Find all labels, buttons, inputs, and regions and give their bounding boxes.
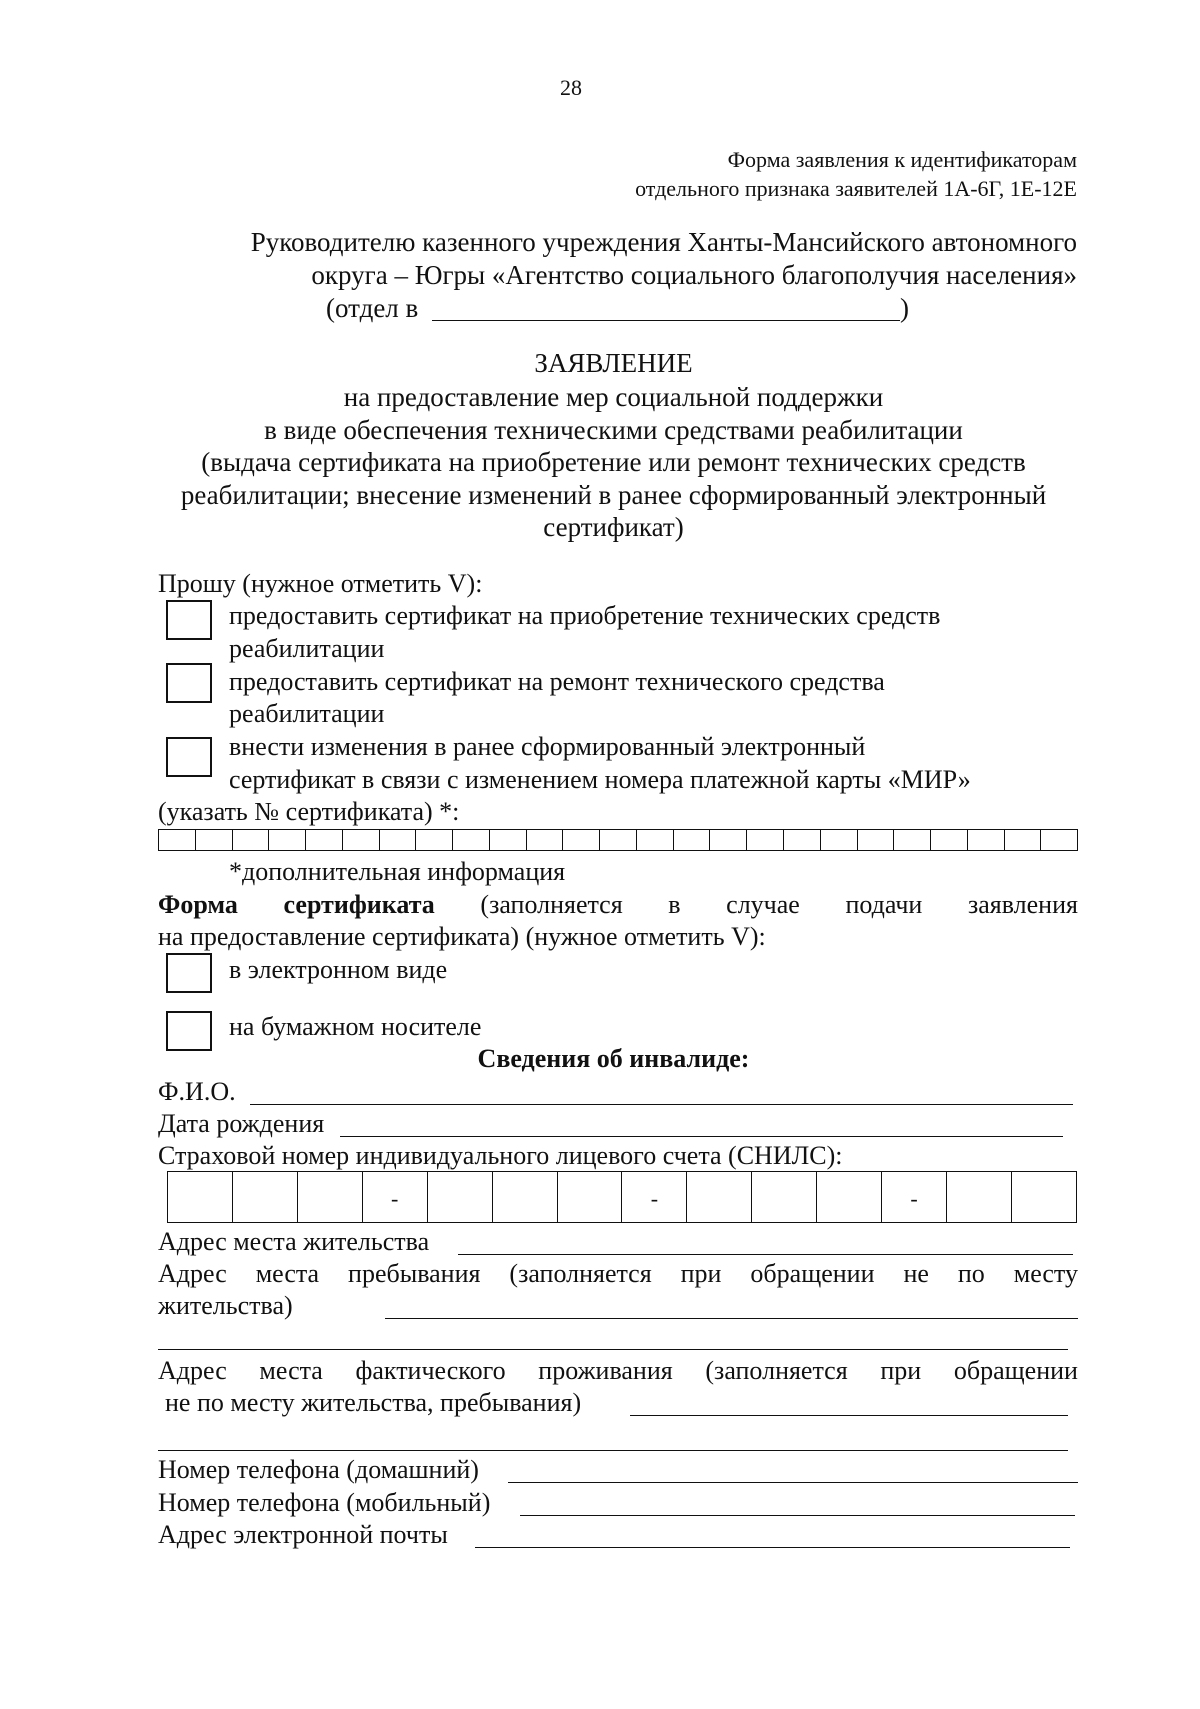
cert-form-word: подачи xyxy=(845,890,923,919)
cert-form-word: сертификата xyxy=(283,890,435,919)
cert-form-word: (заполняется xyxy=(480,890,623,919)
disabled-info-heading: Сведения об инвалиде: xyxy=(477,1044,750,1073)
stay-address-word: обращении xyxy=(750,1259,875,1288)
actual-address-field-extra[interactable] xyxy=(158,1450,1068,1451)
stay-address-word: по xyxy=(957,1259,985,1288)
stay-address-line1 xyxy=(158,1258,1078,1290)
option-repair-line2: реабилитации xyxy=(229,699,385,728)
option-change-card-line1: внести изменения в ранее сформированный электронный xyxy=(229,732,866,761)
phone-home-field[interactable] xyxy=(508,1482,1078,1483)
cert-form-word: случае xyxy=(726,890,800,919)
actual-address-line1 xyxy=(158,1355,1078,1387)
residence-address-label: Адрес места жительства xyxy=(158,1227,430,1256)
fio-label: Ф.И.О. xyxy=(158,1077,236,1106)
stay-address-field-extra[interactable] xyxy=(158,1349,1068,1350)
phone-mobile-field[interactable] xyxy=(520,1515,1075,1516)
option-repair-checkbox[interactable] xyxy=(166,663,212,703)
actual-address-line2: не по месту жительства, пребывания) xyxy=(165,1388,582,1417)
cert-form-line2: на предоставление сертификата) (нужное отметить V): xyxy=(158,922,766,951)
fio-field[interactable] xyxy=(250,1104,1073,1105)
actual-address-word: (заполняется xyxy=(705,1356,848,1385)
stay-address-word: месту xyxy=(1013,1259,1078,1288)
certificate-number-label: (указать № сертификата) *: xyxy=(158,797,460,826)
form-note-line2: отдельного признака заявителей 1А-6Г, 1Е-12Е xyxy=(635,176,1077,201)
stay-address-word: Адрес xyxy=(158,1259,227,1288)
email-label: Адрес электронной почты xyxy=(158,1520,448,1549)
electronic-form-label: в электронном виде xyxy=(229,955,448,984)
actual-address-field[interactable] xyxy=(630,1415,1068,1416)
title-line1: на предоставление мер социальной поддержки xyxy=(343,382,884,412)
actual-address-word: Адрес xyxy=(158,1356,227,1385)
stay-address-word: пребывания xyxy=(348,1259,481,1288)
department-prefix: (отдел в xyxy=(326,293,419,323)
cert-form-word: в xyxy=(668,890,681,919)
residence-address-field[interactable] xyxy=(458,1254,1073,1255)
actual-address-word: проживания xyxy=(538,1356,673,1385)
option-purchase-line1: предоставить сертификат на приобретение технических средств xyxy=(229,601,941,630)
option-change-card-line2: сертификат в связи с изменением номера платежной карты «МИР» xyxy=(229,765,971,794)
snils-separator: - xyxy=(391,1186,399,1211)
cert-form-word: Форма xyxy=(158,890,238,919)
form-note-line1: Форма заявления к идентификаторам xyxy=(727,147,1077,172)
stay-address-word: не xyxy=(903,1259,929,1288)
title-line3: (выдача сертификата на приобретение или ремонт технических средств xyxy=(201,447,1026,477)
actual-address-word: фактического xyxy=(355,1356,506,1385)
actual-address-word: места xyxy=(259,1356,323,1385)
snils-field[interactable] xyxy=(167,1171,1077,1223)
phone-mobile-label: Номер телефона (мобильный) xyxy=(158,1488,491,1517)
request-intro: Прошу (нужное отметить V): xyxy=(158,569,483,598)
birth-date-field[interactable] xyxy=(340,1136,1063,1137)
snils-separator: - xyxy=(910,1186,918,1211)
birth-date-label: Дата рождения xyxy=(158,1109,325,1138)
department-field[interactable] xyxy=(432,320,900,321)
actual-address-word: обращении xyxy=(953,1356,1078,1385)
snils-separator: - xyxy=(650,1186,659,1211)
department-suffix: ) xyxy=(900,293,909,323)
addressee-line1: Руководителю казенного учреждения Ханты-Мансийского автономного xyxy=(250,227,1077,257)
footnote-additional-info: *дополнительная информация xyxy=(229,857,566,886)
stay-address-word: при xyxy=(680,1259,722,1288)
phone-home-label: Номер телефона (домашний) xyxy=(158,1455,479,1484)
addressee-line2: округа – Югры «Агентство социального благополучия населения» xyxy=(311,260,1077,290)
snils-label: Страховой номер индивидуального лицевого счета (СНИЛС): xyxy=(158,1141,843,1170)
electronic-form-checkbox[interactable] xyxy=(166,953,212,993)
document-title: ЗАЯВЛЕНИЕ xyxy=(534,348,693,378)
email-field[interactable] xyxy=(475,1547,1070,1548)
cert-form-word: заявления xyxy=(967,890,1078,919)
title-line4: реабилитации; внесение изменений в ранее сформированный электронный xyxy=(180,480,1047,510)
title-line5: сертификат) xyxy=(543,512,684,542)
certificate-number-field[interactable] xyxy=(158,829,1078,851)
option-repair-line1: предоставить сертификат на ремонт технического средства xyxy=(229,667,885,696)
option-change-card-checkbox[interactable] xyxy=(166,737,212,777)
actual-address-word: при xyxy=(880,1356,922,1385)
option-purchase-checkbox[interactable] xyxy=(166,600,212,640)
stay-address-word: места xyxy=(255,1259,320,1288)
stay-address-field[interactable] xyxy=(385,1318,1078,1319)
paper-form-label: на бумажном носителе xyxy=(229,1012,482,1041)
stay-address-line2: жительства) xyxy=(158,1291,293,1320)
title-line2: в виде обеспечения техническими средствами реабилитации xyxy=(264,415,963,445)
stay-address-word: (заполняется xyxy=(509,1259,652,1288)
cert-form-line1 xyxy=(158,889,1078,921)
page-number: 28 xyxy=(560,75,582,100)
option-purchase-line2: реабилитации xyxy=(229,634,385,663)
